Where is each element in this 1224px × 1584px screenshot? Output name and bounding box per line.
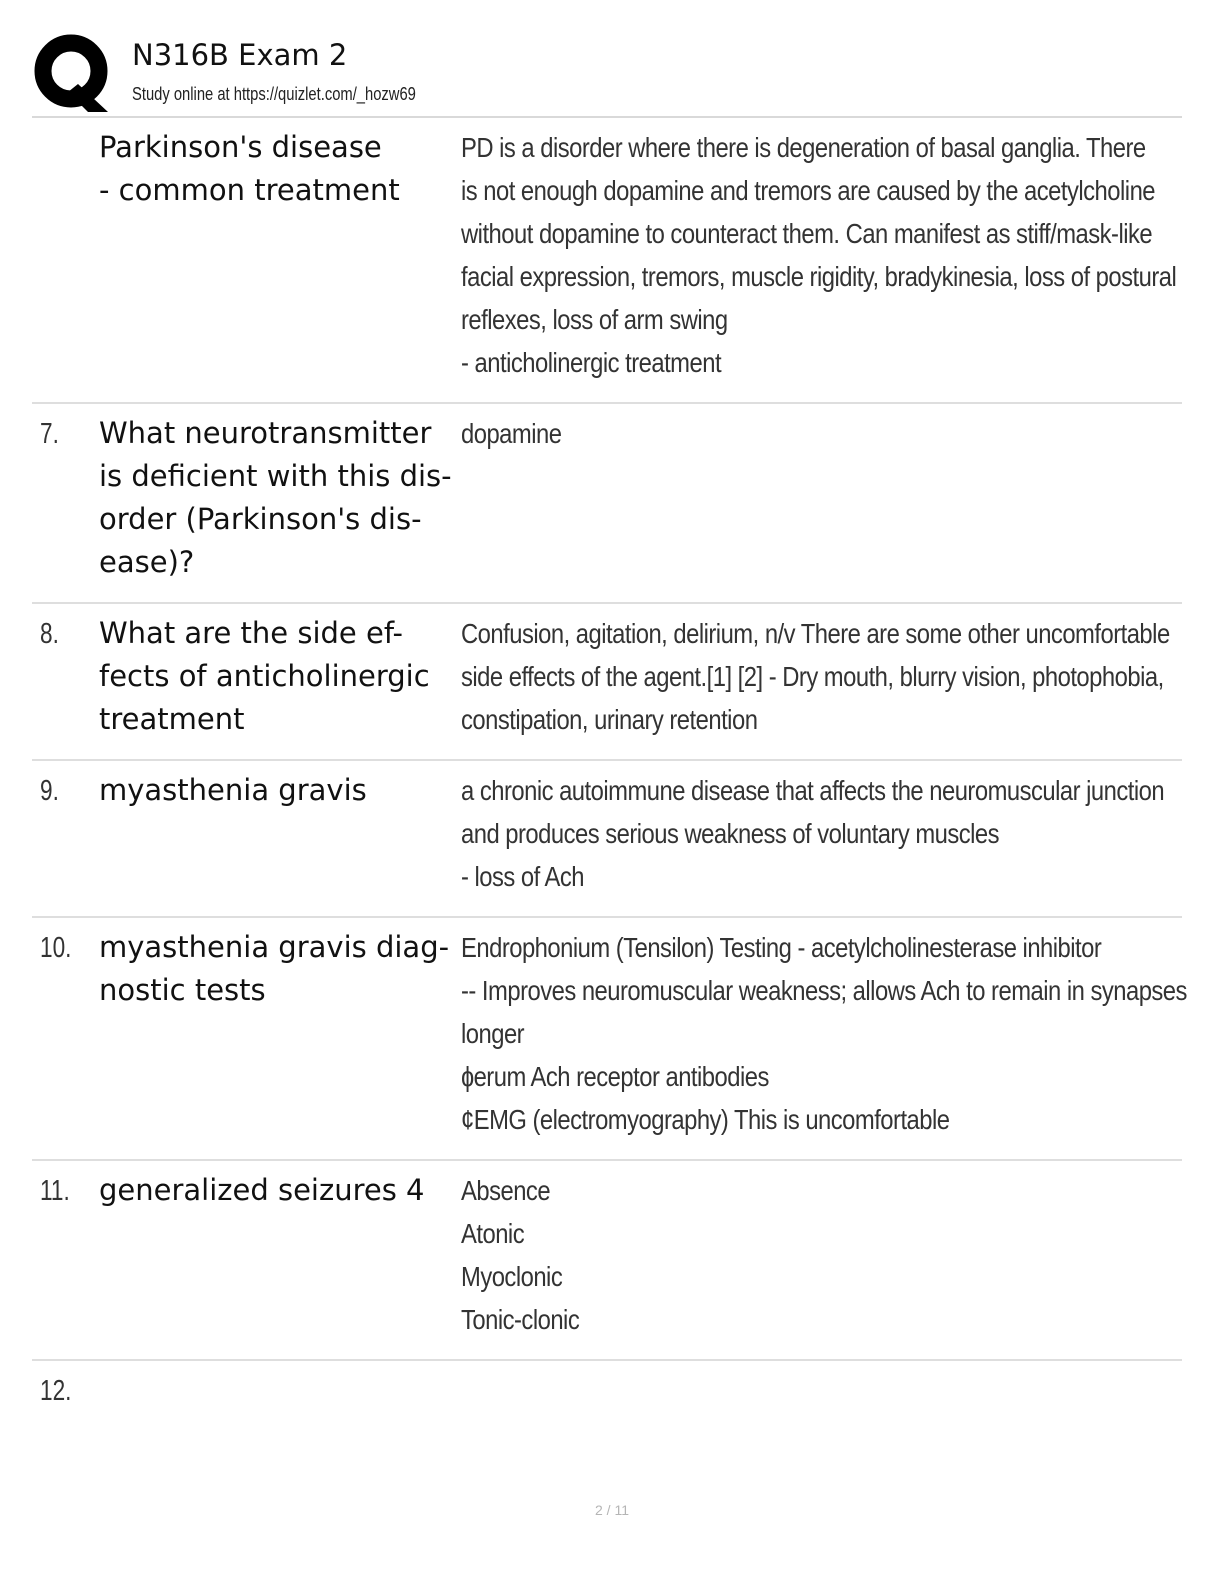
term-line: is deficient with this dis- — [99, 459, 452, 493]
definition-line: side effects of the agent.[1] [2] - Dry mouth, blurry vision, photophobia, — [461, 661, 1164, 692]
page-number: 2 / 11 — [595, 1502, 629, 1518]
term-line: fects of anticholinergic — [99, 659, 430, 693]
term-line: ease)? — [99, 545, 195, 579]
definition-line: - anticholinergic treatment — [461, 347, 722, 378]
definition-line: - loss of Ach — [461, 861, 585, 892]
page-title: N316B Exam 2 — [132, 38, 348, 72]
definition-line: facial expression, tremors, muscle rigidity, bradykinesia, loss of postural — [461, 261, 1177, 292]
term-line: myasthenia gravis — [99, 773, 367, 807]
card-term — [99, 126, 459, 212]
card-definition — [461, 126, 1177, 384]
flashcard-row — [32, 761, 1182, 918]
card-term — [99, 769, 459, 812]
card-number: 8. — [40, 618, 59, 650]
card-number: 7. — [40, 418, 59, 450]
definition-line: -- Improves neuromuscular weakness; allows Ach to remain in synapses — [461, 975, 1187, 1006]
definition-line: constipation, urinary retention — [461, 704, 758, 735]
term-line: nostic tests — [99, 973, 266, 1007]
definition-line: Tonic-clonic — [461, 1304, 580, 1335]
card-term — [99, 926, 459, 1012]
flashcard-list — [32, 118, 1187, 1447]
card-definition — [461, 612, 1170, 741]
flashcard-row — [32, 118, 1182, 404]
definition-line: ¢EMG (electromyography) This is uncomfortable — [461, 1104, 950, 1135]
definition-line: a chronic autoimmune disease that affects the neuromuscular junction — [461, 775, 1165, 806]
definition-line: Absence — [461, 1175, 551, 1206]
definition-line: dopamine — [461, 418, 562, 449]
card-number: 10. — [40, 932, 72, 964]
term-line: myasthenia gravis diag- — [99, 930, 450, 964]
card-term — [99, 612, 459, 741]
term-line: Parkinson's disease — [99, 130, 382, 164]
term-line: treatment — [99, 702, 245, 736]
flashcard-row — [32, 604, 1182, 761]
card-number: 12. — [40, 1375, 72, 1407]
term-line: order (Parkinson's dis- — [99, 502, 422, 536]
card-number: 9. — [40, 775, 59, 807]
study-online-link[interactable]: Study online at https://quizlet.com/_hozw69 — [132, 84, 416, 104]
card-definition — [461, 769, 1165, 898]
definition-line: PD is a disorder where there is degeneration of basal ganglia. There — [461, 132, 1146, 163]
definition-line: Atonic — [461, 1218, 525, 1249]
definition-line: and produces serious weakness of voluntary muscles — [461, 818, 1000, 849]
card-term — [99, 412, 459, 584]
definition-line: Endrophonium (Tensilon) Testing - acetylcholinesterase inhibitor — [461, 932, 1102, 963]
term-line: generalized seizures 4 — [99, 1173, 425, 1207]
card-definition — [461, 1169, 1073, 1341]
term-line: - common treatment — [99, 173, 400, 207]
definition-line: longer — [461, 1018, 525, 1049]
flashcard-row — [32, 918, 1187, 1161]
term-line: What are the side ef- — [99, 616, 403, 650]
card-definition — [461, 412, 1073, 455]
flashcard-row — [32, 1361, 1182, 1447]
card-definition — [461, 926, 1187, 1141]
flashcard-row — [32, 1161, 1182, 1361]
definition-line: Myoclonic — [461, 1261, 563, 1292]
quizlet-logo-icon — [34, 34, 112, 112]
definition-line: ɸerum Ach receptor antibodies — [461, 1061, 769, 1092]
definition-line: Confusion, agitation, delirium, n/v There are some other uncomfortable — [461, 618, 1170, 649]
card-term — [99, 1169, 459, 1212]
card-number: 11. — [40, 1175, 70, 1207]
definition-line: is not enough dopamine and tremors are caused by the acetylcholine — [461, 175, 1156, 206]
definition-line: reflexes, loss of arm swing — [461, 304, 728, 335]
page-header — [34, 34, 1184, 114]
definition-line: without dopamine to counteract them. Can manifest as stiff/mask-like — [461, 218, 1153, 249]
flashcard-row — [32, 404, 1182, 604]
term-line: What neurotransmitter — [99, 416, 432, 450]
